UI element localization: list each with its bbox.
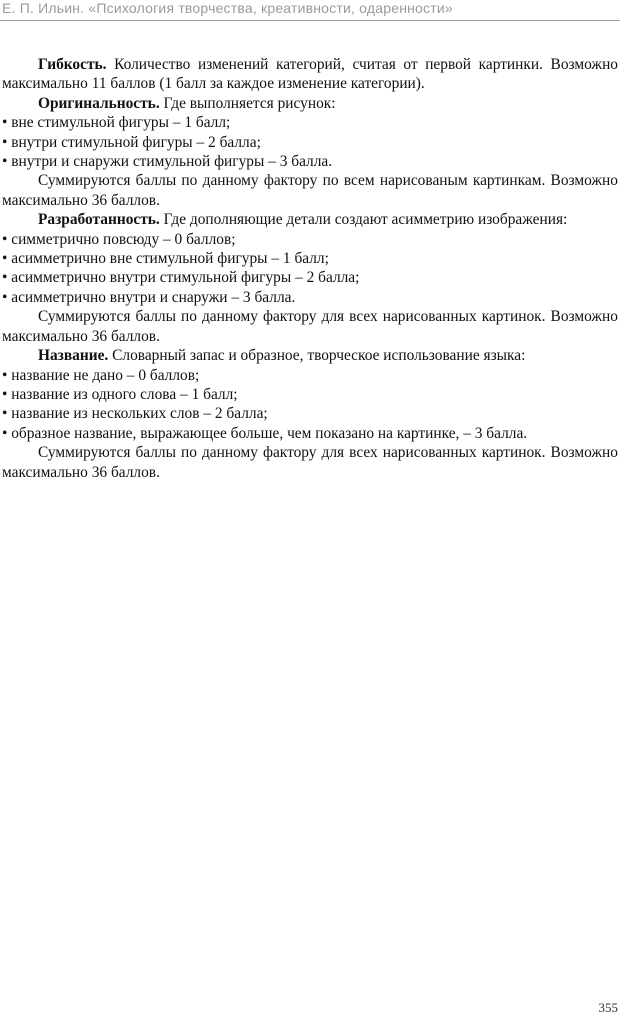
list-item: • внутри и снаружи стимульной фигуры – 3 балла. xyxy=(2,153,333,171)
list-item: • образное название, выражающее больше, чем показано на картинке, – 3 балла. xyxy=(2,424,528,442)
page-number: 355 xyxy=(598,1000,618,1015)
originality-text: Где выполняется рисунок: xyxy=(159,94,336,112)
originality-summary: Суммируются баллы по данному фактору по всем нарисованым картинкам. Возможно максимально 36 баллов. xyxy=(2,172,618,209)
list-item: • асимметрично внутри и снаружи – 3 балла. xyxy=(2,288,296,306)
page-body xyxy=(2,55,618,482)
paragraph-title xyxy=(2,346,618,365)
list-item: • асимметрично вне стимульной фигуры – 1 балл; xyxy=(2,250,329,268)
list-item: • вне стимульной фигуры – 1 балл; xyxy=(2,114,231,132)
list-item: • асимметрично внутри стимульной фигуры – 2 балла; xyxy=(2,269,360,287)
flexibility-text: Количество изменений категорий, считая от первой картинки. Возможно максимально 11 баллов (1 балл за каждое изменение категории). xyxy=(2,56,618,93)
term-title: Название. xyxy=(38,347,109,365)
list-item: • название из нескольких слов – 2 балла; xyxy=(2,405,268,423)
term-elaboration: Разработанность. xyxy=(38,211,160,229)
title-summary: Суммируются баллы по данному фактору для всех нарисованных картинок. Возможно максимально 36 баллов. xyxy=(2,444,618,481)
elaboration-text: Где дополняющие детали создают асимметрию изображения: xyxy=(159,211,568,229)
list-item: • внутри стимульной фигуры – 2 балла; xyxy=(2,133,261,151)
title-text: Словарный запас и образное, творческое использование языка: xyxy=(108,347,526,365)
list-item: • название не дано – 0 баллов; xyxy=(2,366,200,384)
list-item: • симметрично повсюду – 0 баллов; xyxy=(2,230,236,248)
paragraph-originality xyxy=(2,94,618,113)
paragraph-elaboration xyxy=(2,210,618,229)
header-divider xyxy=(0,20,620,21)
list-item: • название из одного слова – 1 балл; xyxy=(2,385,238,403)
paragraph-flexibility xyxy=(2,55,618,94)
running-head: Е. П. Ильин. «Психология творчества, креативности, одаренности» xyxy=(2,0,453,16)
elaboration-summary: Суммируются баллы по данному фактору для всех нарисованных картинок. Возможно максимально 36 баллов. xyxy=(2,308,618,345)
term-originality: Оригинальность. xyxy=(38,94,160,112)
term-flexibility: Гибкость. xyxy=(38,56,107,73)
